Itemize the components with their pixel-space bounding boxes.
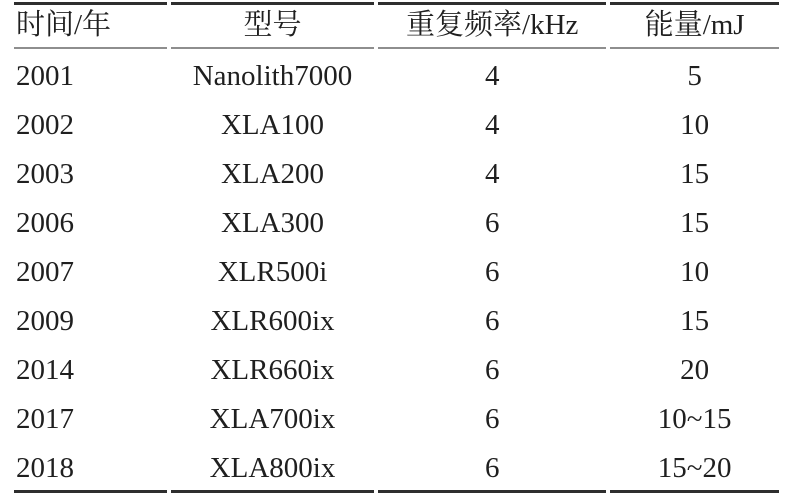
cell-rep-rate: 6 — [484, 402, 500, 435]
cell-energy: 10~15 — [657, 402, 732, 435]
table-row — [14, 392, 779, 441]
cell-model: XLA100 — [220, 108, 325, 141]
table-row — [14, 98, 779, 147]
table-row — [14, 441, 779, 493]
cell-model: XLR660ix — [210, 353, 335, 386]
column-header-rep-rate: 重复频率/kHz — [378, 2, 606, 49]
cell-energy: 15~20 — [610, 441, 779, 493]
table-row — [14, 245, 779, 294]
column-header-year: 时间/年 — [14, 2, 167, 49]
table-row — [14, 147, 779, 196]
cell-rep-rate: 6 — [484, 255, 500, 288]
table-header — [14, 2, 779, 49]
cell-year: 2018 — [14, 441, 167, 493]
cell-year: 2001 — [16, 59, 74, 92]
cell-rep-rate: 4 — [484, 108, 500, 141]
cell-energy: 10 — [680, 255, 710, 288]
cell-energy: 15 — [680, 304, 710, 337]
cell-year: 2007 — [16, 255, 74, 288]
cell-model: XLA200 — [220, 157, 325, 190]
column-header-model: 型号 — [171, 2, 374, 49]
cell-rep-rate: 4 — [484, 157, 500, 190]
cell-year: 2003 — [16, 157, 74, 190]
cell-year: 2017 — [16, 402, 74, 435]
cell-energy: 10 — [680, 108, 710, 141]
cell-year: 2014 — [16, 353, 74, 386]
cell-energy: 15 — [680, 206, 710, 239]
laser-models-table — [10, 2, 783, 493]
cell-model: XLA300 — [220, 206, 325, 239]
cell-rep-rate: 6 — [378, 441, 606, 493]
cell-year: 2009 — [16, 304, 74, 337]
table-body — [14, 49, 779, 493]
data-table-container — [10, 2, 783, 493]
table-row — [14, 49, 779, 98]
cell-energy: 15 — [680, 157, 710, 190]
column-header-energy: 能量/mJ — [610, 2, 779, 49]
cell-model: XLR500i — [217, 255, 328, 288]
cell-model: XLA700ix — [209, 402, 336, 435]
header-row — [14, 2, 779, 49]
table-row — [14, 196, 779, 245]
cell-model: XLR600ix — [210, 304, 335, 337]
cell-year: 2002 — [16, 108, 74, 141]
cell-rep-rate: 6 — [484, 206, 500, 239]
cell-model: XLA800ix — [171, 441, 374, 493]
cell-energy: 20 — [680, 353, 710, 386]
cell-year: 2006 — [16, 206, 74, 239]
cell-energy: 5 — [687, 59, 702, 92]
cell-model: Nanolith7000 — [192, 59, 353, 92]
cell-rep-rate: 6 — [484, 304, 500, 337]
table-row — [14, 343, 779, 392]
cell-rep-rate: 4 — [484, 59, 500, 92]
table-row — [14, 294, 779, 343]
cell-rep-rate: 6 — [484, 353, 500, 386]
